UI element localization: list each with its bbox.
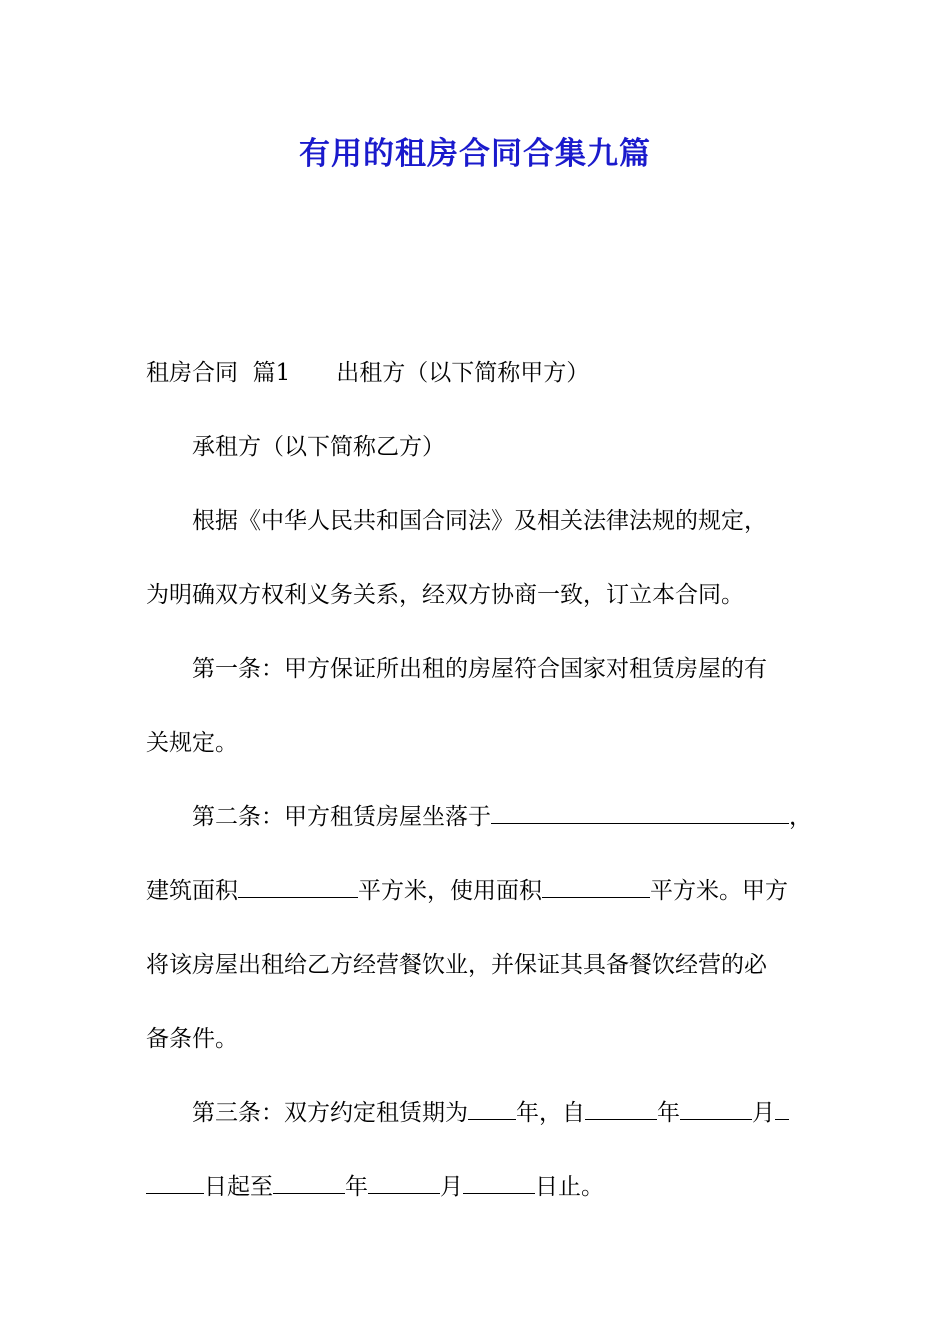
section-heading: 租房合同 篇1 <box>146 360 291 386</box>
paragraph-line <box>146 1150 826 1224</box>
building-area-blank <box>238 879 358 898</box>
article-3-text: 年，自 <box>516 1100 585 1126</box>
article-2-text: 建筑面积 <box>146 878 238 904</box>
preamble-text: 根据《中华人民共和国合同法》及相关法律法规的规定， <box>192 508 767 534</box>
article-3-text: 日止。 <box>535 1174 604 1200</box>
article-1-text: 关规定。 <box>146 730 238 756</box>
paragraph-line <box>146 1002 826 1076</box>
end-day-blank <box>463 1175 535 1194</box>
paragraph-line <box>146 484 826 558</box>
start-day-blank <box>146 1175 204 1194</box>
start-month-blank <box>680 1101 752 1120</box>
article-2-text: 平方米，使用面积 <box>358 878 542 904</box>
preamble-text: 为明确双方权利义务关系，经双方协商一致，订立本合同。 <box>146 582 744 608</box>
article-2-text: 备条件。 <box>146 1026 238 1052</box>
article-3-text: 年 <box>657 1100 680 1126</box>
article-2-text: 将该房屋出租给乙方经营餐饮业，并保证其具备餐饮经营的必 <box>146 952 767 978</box>
article-2-text: 平方米。甲方 <box>650 878 788 904</box>
paragraph-line <box>146 336 826 410</box>
punctuation: ， <box>789 804 812 830</box>
location-blank <box>491 805 789 824</box>
paragraph-line <box>146 632 826 706</box>
end-year-blank <box>273 1175 345 1194</box>
document-title: 有用的租房合同合集九篇 <box>299 136 651 172</box>
paragraph-line <box>146 854 826 928</box>
document-body <box>146 336 826 1224</box>
start-day-blank-head <box>775 1101 789 1120</box>
paragraph-line <box>146 928 826 1002</box>
usable-area-blank <box>542 879 650 898</box>
article-3-text: 月 <box>752 1100 775 1126</box>
lessor-line: 出租方（以下简称甲方） <box>336 360 590 386</box>
end-month-blank <box>368 1175 440 1194</box>
article-3-text: 日起至 <box>204 1174 273 1200</box>
paragraph-line <box>146 1076 826 1150</box>
term-years-blank <box>468 1101 516 1120</box>
article-3-text: 第三条：双方约定租赁期为 <box>192 1100 468 1126</box>
start-year-blank <box>585 1101 657 1120</box>
paragraph-line <box>146 780 826 854</box>
lessee-line: 承租方（以下简称乙方） <box>192 434 445 460</box>
article-1-text: 第一条：甲方保证所出租的房屋符合国家对租赁房屋的有 <box>192 656 767 682</box>
paragraph-line <box>146 558 826 632</box>
paragraph-line <box>146 706 826 780</box>
paragraph-line <box>146 410 826 484</box>
article-3-text: 月 <box>440 1174 463 1200</box>
article-3-text: 年 <box>345 1174 368 1200</box>
article-2-text: 第二条：甲方租赁房屋坐落于 <box>192 804 491 830</box>
